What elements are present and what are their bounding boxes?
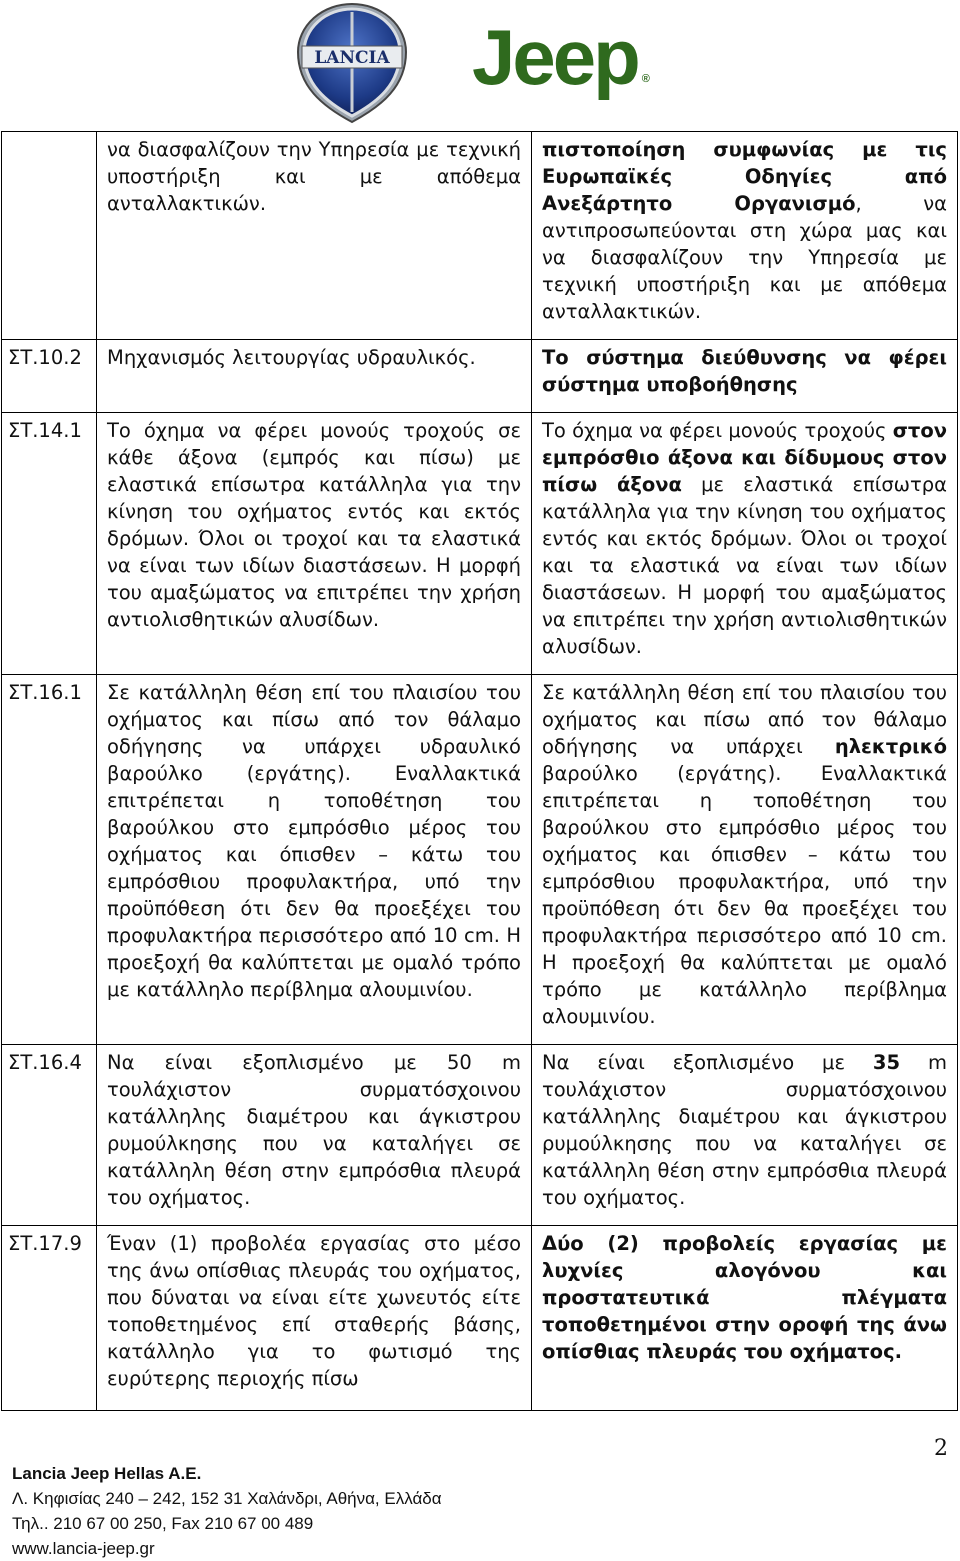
answer-rest: , να αντιπροσωπεύονται στη χώρα μας και να διασφαλίζουν την Υπηρεσία με τεχνική υποστήριξη και με απόθεμα ανταλλακτικών.: [542, 192, 947, 323]
answer-pre: Το όχημα να φέρει μονούς τροχούς: [542, 419, 893, 442]
answer-pre: Σε κατάλληλη θέση επί του πλαισίου του οχήματος και πίσω από τον θάλαμο οδήγησης να υπάρχει: [542, 681, 947, 758]
row-code: ΣΤ.17.9: [2, 1226, 97, 1411]
lancia-logo-text: LANCIA: [314, 48, 390, 68]
lancia-logo: [292, 2, 412, 126]
row-code: ΣΤ.16.1: [2, 675, 97, 1045]
answer-pre: Να είναι εξοπλισμένο με: [542, 1051, 873, 1074]
table-row: [2, 1045, 958, 1226]
answer-cell: [532, 675, 958, 1045]
jeep-logo: [472, 13, 650, 101]
requirement-cell: να διασφαλίζουν την Υπηρεσία με τεχνική υποστήριξη και με απόθεμα ανταλλακτικών.: [97, 132, 532, 340]
requirement-cell: Το όχημα να φέρει μονούς τροχούς σε κάθε άξονα (εμπρός και πίσω) με ελαστικά επίσωτρα κατάλληλα για την κίνηση του οχήματος εντός και εκτός δρόμων. Όλοι οι τροχοί και τα ελαστικά να είναι των ιδίων διαστάσεων. Η μορφή του αμαξώματος να επιτρέπει την χρήση αντιολισθητικών αλυσίδων.: [97, 413, 532, 675]
answer-bold: Δύο (2) προβολείς εργασίας με λυχνίες αλογόνου και προστατευτικά πλέγματα τοποθετημένοι στην οροφή της άνω οπίσθιας πλευράς του οχήματος.: [542, 1232, 947, 1363]
answer-cell: [532, 1045, 958, 1226]
answer-bold: ηλεκτρικό: [834, 735, 947, 758]
answer-rest: m τουλάχιστον συρματόσχοινου κατάλληλης διαμέτρου και άγκιστρου ρυμούλκησης που να καταλήγει σε κατάλληλη θέση στην εμπρόσθια πλευρά του οχήματος.: [542, 1051, 947, 1209]
page-number: 2: [934, 1436, 948, 1461]
footer-address: Λ. Κηφισίας 240 – 242, 152 31 Χαλάνδρι, Αθήνα, Ελλάδα: [12, 1489, 442, 1508]
answer-bold: πιστοποίηση συμφωνίας με τις Ευρωπαϊκές Οδηγίες από Ανεξάρτητο Οργανισμό: [542, 138, 947, 215]
table-row: [2, 413, 958, 675]
requirement-cell: Σε κατάλληλη θέση επί του πλαισίου του οχήματος και πίσω από τον θάλαμο οδήγησης να υπάρχει υδραυλικό βαρούλκο (εργάτης). Εναλλακτικά επιτρέπεται η τοποθέτηση του βαρούλκου στο εμπρόσθιο μέρος του οχήματος και όπισθεν – κάτω του εμπρόσθιου προφυλακτήρα, υπό την προϋπόθεση ότι δεν θα προεξέχει του προφυλακτήρα περισσότερο από 10 cm. Η προεξοχή θα καλύπτεται με ομαλό τρόπο με κατάλληλο περίβλημα αλουμινίου.: [97, 675, 532, 1045]
requirement-cell: Μηχανισμός λειτουργίας υδραυλικός.: [97, 340, 532, 413]
answer-rest: με ελαστικά επίσωτρα κατάλληλα για την κίνηση του οχήματος εντός και εκτός δρόμων. Όλοι οι τροχοί και τα ελαστικά να είναι των ιδίων διαστάσεων. Η μορφή του αμαξώματος να επιτρέπει την χρήση αντιολισθητικών αλυσίδων.: [542, 473, 947, 658]
table-row: [2, 340, 958, 413]
table-row: [2, 1226, 958, 1411]
answer-bold: Το σύστημα διεύθυνσης να φέρει σύστημα υποβοήθησης: [542, 346, 947, 396]
table-row: [2, 132, 958, 340]
answer-cell: [532, 340, 958, 413]
row-code: ΣΤ.14.1: [2, 413, 97, 675]
answer-cell: [532, 413, 958, 675]
specification-table: [1, 131, 958, 1411]
requirement-cell: Έναν (1) προβολέα εργασίας στο μέσο της άνω οπίσθιας πλευράς του οχήματος, που δύναται να είναι είτε χωνευτός είτε τοποθετημένος επί σταθερής βάσης, κατάλληλο για το φωτισμό της ευρύτερης περιοχής πίσω: [97, 1226, 532, 1411]
answer-cell: [532, 1226, 958, 1411]
jeep-trademark: ®: [641, 73, 650, 85]
row-code: [2, 132, 97, 340]
footer-phone: Τηλ.. 210 67 00 250, Fax 210 67 00 489: [12, 1514, 314, 1533]
answer-bold: 35: [872, 1051, 901, 1074]
footer-company: Lancia Jeep Hellas A.E.: [12, 1464, 202, 1483]
header-logos: [0, 0, 960, 130]
answer-rest: βαρούλκο (εργάτης). Εναλλακτικά επιτρέπεται η τοποθέτηση του βαρούλκου στο εμπρόσθιο μέρος του οχήματος και όπισθεν – κάτω του εμπρόσθιου προφυλακτήρα, υπό την προϋπόθεση ότι δεν θα προεξέχει του προφυλακτήρα περισσότερο από 10 cm. Η προεξοχή θα καλύπτεται με ομαλό τρόπο με κατάλληλο περίβλημα αλουμινίου.: [542, 762, 947, 1028]
footer: [12, 1461, 442, 1561]
answer-bold: στον εμπρόσθιο άξονα και δίδυμους στον πίσω άξονα: [542, 419, 947, 496]
jeep-logo-text: Jeep: [472, 13, 638, 101]
row-code: ΣΤ.16.4: [2, 1045, 97, 1226]
row-code: ΣΤ.10.2: [2, 340, 97, 413]
table-row: [2, 675, 958, 1045]
footer-website[interactable]: www.lancia-jeep.gr: [12, 1539, 155, 1558]
answer-cell: [532, 132, 958, 340]
requirement-cell: Να είναι εξοπλισμένο με 50 m τουλάχιστον συρματόσχοινου κατάλληλης διαμέτρου και άγκιστρου ρυμούλκησης που να καταλήγει σε κατάλληλη θέση στην εμπρόσθια πλευρά του οχήματος.: [97, 1045, 532, 1226]
